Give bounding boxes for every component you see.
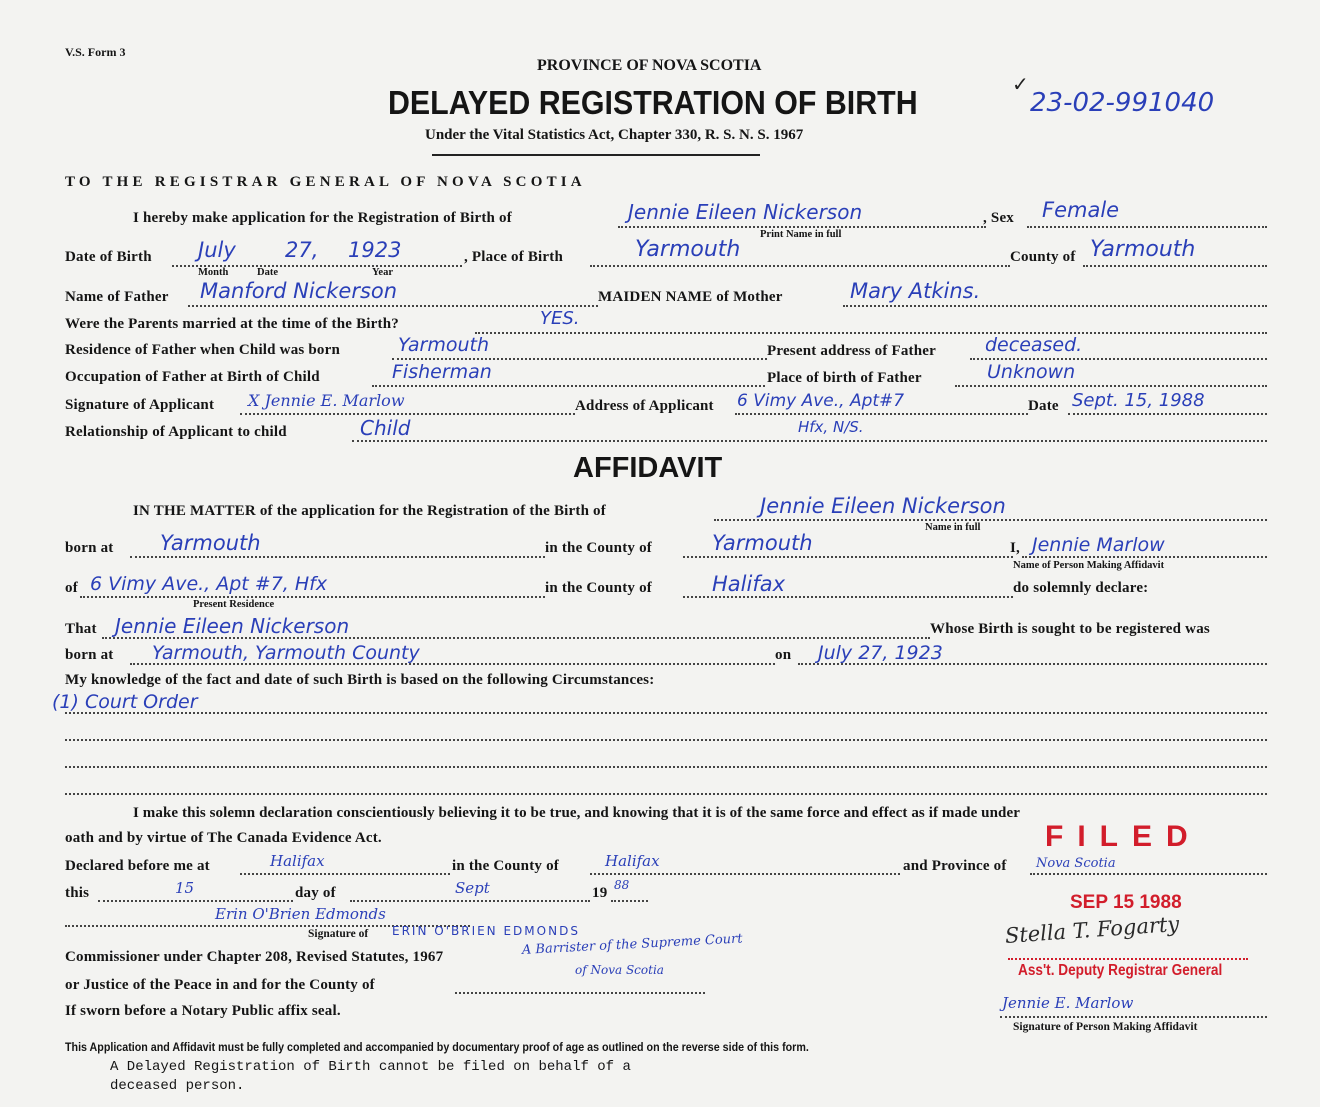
born-county-label: in the County of	[545, 540, 652, 556]
applicant-address-line1[interactable]: 6 Vimy Ave., Apt#7	[737, 391, 905, 411]
declared-county-field[interactable]: Halifax	[605, 852, 660, 870]
declare-label: do solemnly declare:	[1013, 580, 1149, 596]
typed-note-line1: A Delayed Registration of Birth cannot be filed on behalf of a	[110, 1059, 631, 1075]
that-label: That	[65, 621, 97, 637]
applicant-signature-label: Signature of Applicant	[65, 397, 215, 413]
day-of-label: day of	[295, 885, 336, 901]
year-prefix: 19	[592, 885, 608, 901]
this-label: this	[65, 885, 90, 901]
knowledge-label: My knowledge of the fact and date of such Birth is based on the following Circumstances:	[65, 672, 655, 688]
affiant-signature-label: Signature of Person Making Affidavit	[1013, 1021, 1198, 1033]
province-field[interactable]: Nova Scotia	[1036, 856, 1116, 871]
blank-line[interactable]	[65, 766, 1267, 768]
affiant-signature: Jennie E. Marlow	[1002, 994, 1134, 1012]
born-at2-label: born at	[65, 647, 114, 663]
county-label: County of	[1010, 249, 1076, 265]
residence-hint: Present Residence	[193, 599, 275, 610]
province-heading: PROVINCE OF NOVA SCOTIA	[537, 57, 762, 74]
father-occupation-label: Occupation of Father at Birth of Child	[65, 369, 320, 385]
pob-label: , Place of Birth	[464, 249, 564, 265]
father-occupation-field[interactable]: Fisherman	[392, 361, 492, 383]
month-field[interactable]: Sept	[455, 879, 490, 897]
matter-name-field[interactable]: Jennie Eileen Nickerson	[760, 494, 1006, 518]
month-hint: Month	[198, 267, 229, 278]
blank-line[interactable]	[65, 739, 1267, 741]
residence-county-field[interactable]: Halifax	[712, 572, 786, 596]
father-address-label: Present address of Father	[767, 343, 937, 359]
notary-label: If sworn before a Notary Public affix seal.	[65, 1003, 341, 1019]
applicant-signature: X Jennie E. Marlow	[248, 391, 405, 410]
commissioner-title-line2: of Nova Scotia	[575, 963, 664, 977]
place-of-birth-field[interactable]: Yarmouth	[635, 237, 741, 262]
signature-of-label: Signature of	[308, 928, 369, 940]
form-title: DELAYED REGISTRATION OF BIRTH	[388, 84, 918, 121]
father-birthplace-field[interactable]: Unknown	[987, 361, 1076, 383]
relationship-field[interactable]: Child	[360, 416, 411, 440]
county-label-2: in the County of	[452, 858, 559, 874]
print-name-hint: Print Name in full	[760, 229, 842, 240]
on-date-field[interactable]: July 27, 1923	[818, 642, 943, 664]
registration-number: 23-02-991040	[1030, 88, 1215, 118]
affidavit-heading: AFFIDAVIT	[573, 452, 723, 484]
born-at-field[interactable]: Yarmouth	[160, 531, 261, 555]
born-at2-field[interactable]: Yarmouth, Yarmouth County	[152, 642, 420, 664]
whose-label: Whose Birth is sought to be registered was	[930, 621, 1210, 637]
mother-label: MAIDEN NAME of Mother	[598, 289, 783, 305]
intro-label: I hereby make application for the Registration of Birth of	[133, 210, 512, 226]
sex-field[interactable]: Female	[1042, 198, 1120, 222]
filed-date-stamp: SEP 15 1988	[1070, 892, 1182, 913]
sex-label: , Sex	[983, 210, 1014, 226]
married-field[interactable]: YES.	[540, 308, 580, 329]
declared-at-field[interactable]: Halifax	[270, 852, 325, 870]
i-label: I,	[1010, 540, 1020, 556]
blank-line[interactable]	[65, 793, 1267, 795]
matter-label: IN THE MATTER of the application for the Registration of the Birth of	[133, 503, 606, 519]
year-hint: Year	[372, 267, 393, 278]
on-label: on	[775, 647, 792, 663]
father-address-field[interactable]: deceased.	[985, 334, 1083, 356]
circumstance-field[interactable]: (1) Court Order	[52, 691, 198, 713]
filed-stamp: FILED	[1045, 820, 1202, 853]
declarant-hint: Name of Person Making Affidavit	[1013, 560, 1165, 571]
declarant-field[interactable]: Jennie Marlow	[1032, 534, 1165, 556]
year-suffix-field[interactable]: 88	[614, 878, 630, 892]
father-birthplace-label: Place of birth of Father	[767, 370, 922, 386]
of-label: of	[65, 580, 78, 596]
that-name-field[interactable]: Jennie Eileen Nickerson	[115, 614, 350, 638]
residence-county-label: in the County of	[545, 580, 652, 596]
father-name-field[interactable]: Manford Nickerson	[200, 279, 398, 303]
residence-field[interactable]: 6 Vimy Ave., Apt #7, Hfx	[90, 573, 328, 595]
declaration-line2: oath and by virtue of The Canada Evidence Act.	[65, 830, 382, 846]
commissioner-title-line1: A Barrister of the Supreme Court	[521, 931, 743, 958]
name-hint: Name in full	[925, 522, 981, 533]
day-field[interactable]: 15	[175, 879, 195, 897]
father-label: Name of Father	[65, 289, 169, 305]
mother-name-field[interactable]: Mary Atkins.	[850, 279, 981, 303]
check-mark: ✓	[1012, 72, 1029, 96]
father-residence-field[interactable]: Yarmouth	[398, 334, 489, 356]
typed-note-line2: deceased person.	[110, 1078, 245, 1094]
province-label: and Province of	[903, 858, 1007, 874]
date-hint: Date	[257, 267, 278, 278]
addressee: TO THE REGISTRAR GENERAL OF NOVA SCOTIA	[65, 174, 586, 190]
declaration-line1: I make this solemn declaration conscientiously believing it to be true, and knowing that it is of the same force and effect as if made under	[133, 805, 1021, 821]
form-number: V.S. Form 3	[65, 45, 126, 59]
county-field[interactable]: Yarmouth	[1090, 237, 1196, 262]
footer-notice: This Application and Affidavit must be fully completed and accompanied by documentary proof of age as outlined on the reverse side of this form.	[65, 1042, 809, 1054]
born-at-label: born at	[65, 540, 114, 556]
registrar-title: Ass't. Deputy Registrar General	[1018, 962, 1223, 979]
dob-label: Date of Birth	[65, 249, 152, 265]
justice-label: or Justice of the Peace in and for the County of	[65, 977, 375, 993]
commissioner-signature: Erin O'Brien Edmonds	[215, 905, 386, 923]
applicant-address-label: Address of Applicant	[575, 398, 714, 414]
father-residence-label: Residence of Father when Child was born	[65, 342, 341, 358]
married-label: Were the Parents married at the time of the Birth?	[65, 316, 399, 332]
commissioner-printed-name: ERIN O'BRIEN EDMONDS	[392, 924, 580, 938]
born-county-field[interactable]: Yarmouth	[712, 531, 813, 555]
title-rule	[432, 154, 760, 156]
applicant-address-line2[interactable]: Hfx, N/S.	[798, 418, 864, 436]
dob-year-field[interactable]: 1923	[348, 238, 402, 262]
child-name-field[interactable]: Jennie Eileen Nickerson	[628, 200, 863, 224]
registrar-signature: Stella T. Fogarty	[1004, 911, 1180, 948]
dob-month-field[interactable]: July	[198, 238, 236, 262]
declared-label: Declared before me at	[65, 858, 210, 874]
date-field[interactable]: Sept. 15, 1988	[1072, 390, 1205, 411]
commissioner-label: Commissioner under Chapter 208, Revised Statutes, 1967	[65, 949, 444, 965]
form-subtitle: Under the Vital Statistics Act, Chapter 330, R. S. N. S. 1967	[425, 127, 804, 143]
relationship-label: Relationship of Applicant to child	[65, 424, 287, 440]
dob-day-field[interactable]: 27,	[285, 238, 319, 262]
date-label: Date	[1028, 398, 1059, 414]
